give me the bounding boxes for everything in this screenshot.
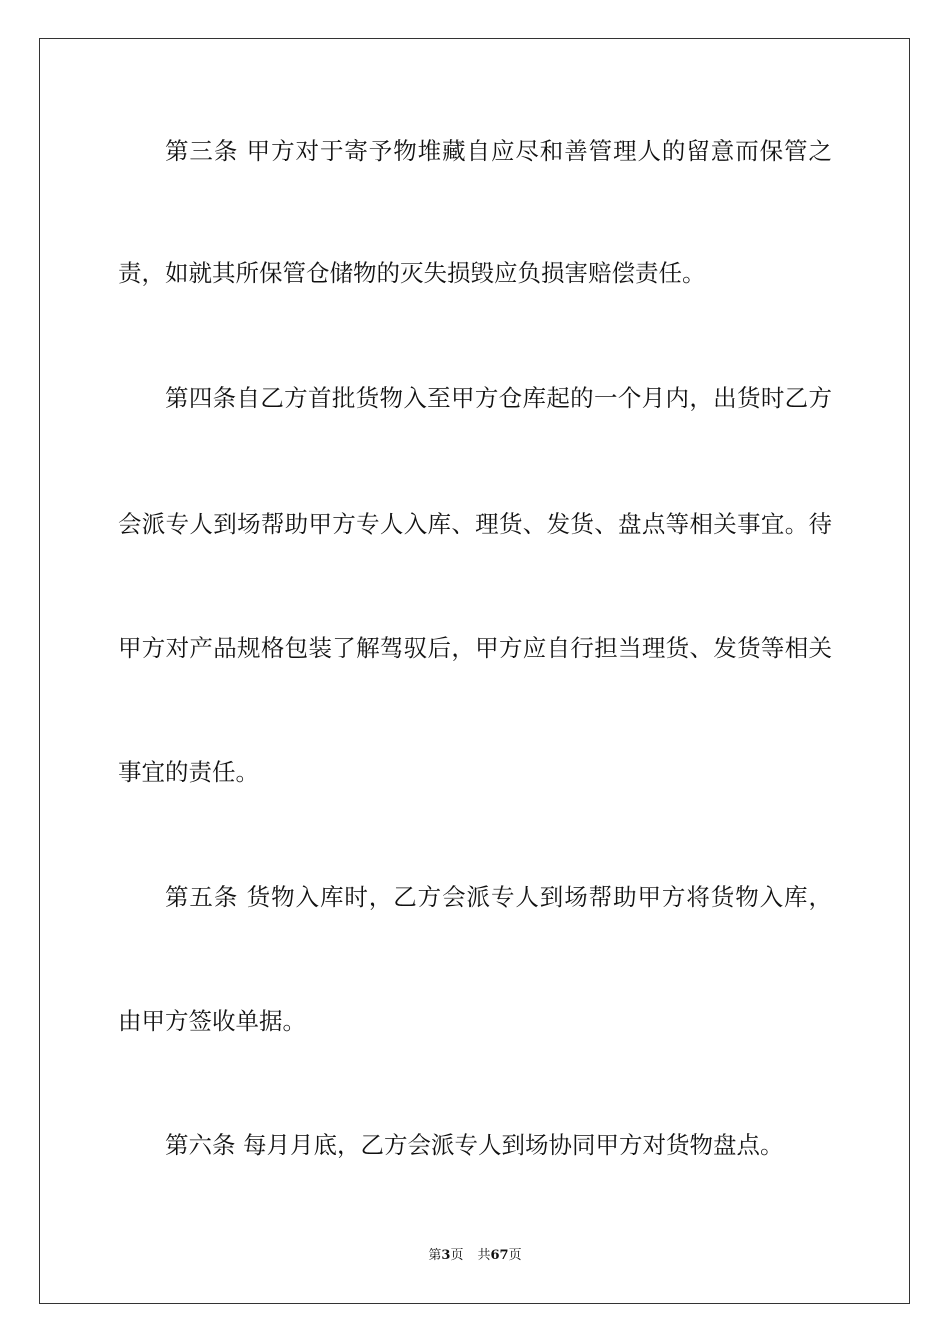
footer-total-prefix: 共: [477, 1248, 491, 1263]
paragraph-line: 事宜的责任。: [118, 758, 259, 786]
paragraph-line: 第四条自乙方首批货物入至甲方仓库起的一个月内，出货时乙方: [165, 384, 832, 412]
footer-page-suffix: 页: [450, 1248, 464, 1263]
paragraph-line: 由甲方签收单据。: [118, 1007, 306, 1035]
footer-page-prefix: 第: [428, 1248, 442, 1263]
footer-page-number: 3: [441, 1248, 451, 1263]
page-border: [39, 38, 910, 1304]
paragraph-line: 会派专人到场帮助甲方专人入库、理货、发货、盘点等相关事宜。待: [118, 510, 832, 538]
paragraph-line: 第五条 货物入库时，乙方会派专人到场帮助甲方将货物入库，: [165, 883, 832, 911]
paragraph-line: 第六条 每月月底，乙方会派专人到场协同甲方对货物盘点。: [165, 1131, 784, 1159]
paragraph-line: 第三条 甲方对于寄予物堆藏自应尽和善管理人的留意而保管之: [165, 137, 832, 165]
paragraph-line: 责，如就其所保管仓储物的灭失损毁应负损害赔偿责任。: [118, 259, 706, 287]
footer-total-pages: 67: [490, 1248, 509, 1263]
paragraph-line: 甲方对产品规格包装了解驾驭后，甲方应自行担当理货、发货等相关: [118, 634, 832, 662]
page-footer: [0, 1247, 950, 1265]
footer-total-suffix: 页: [508, 1248, 522, 1263]
